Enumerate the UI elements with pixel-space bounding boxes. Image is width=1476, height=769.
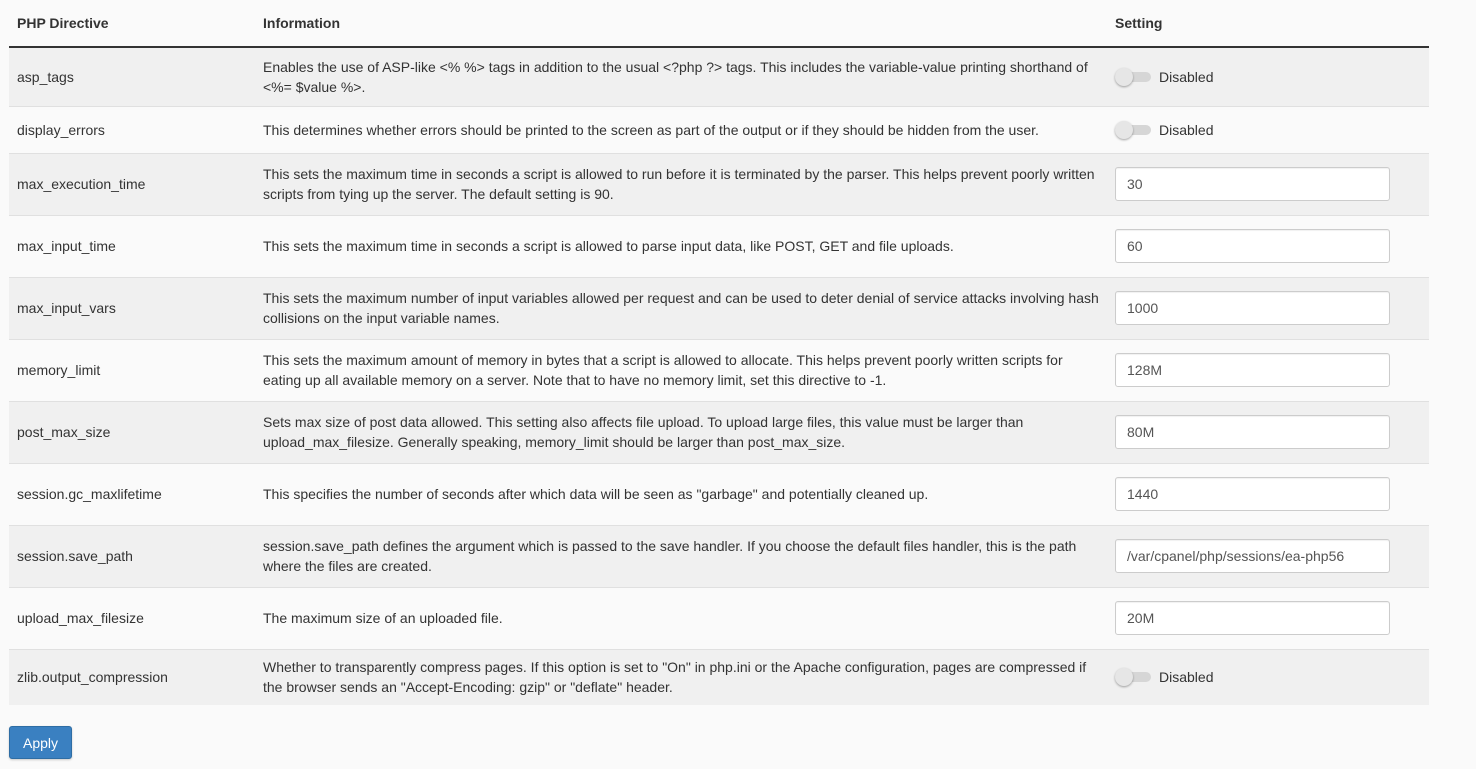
setting-cell — [1107, 463, 1429, 525]
directive-information: session.save_path defines the argument which is passed to the save handler. If you choose the default files handler, this is the path where the files are created. — [255, 525, 1107, 587]
table-row — [9, 339, 1429, 401]
setting-cell — [1107, 339, 1429, 401]
directive-name: session.gc_maxlifetime — [9, 463, 255, 525]
directive-information: Enables the use of ASP-like <% %> tags in addition to the usual <?php ?> tags. This includes the variable-value printing shorthand of <%= $value %>. — [255, 47, 1107, 106]
session-save-path-input[interactable] — [1115, 539, 1390, 573]
setting-cell — [1107, 47, 1429, 106]
max-input-time-input[interactable] — [1115, 229, 1390, 263]
session-gc-maxlifetime-input[interactable] — [1115, 477, 1390, 511]
upload-max-filesize-input[interactable] — [1115, 601, 1390, 635]
table-row — [9, 106, 1429, 153]
directive-information: This sets the maximum time in seconds a script is allowed to parse input data, like POST, GET and file uploads. — [255, 215, 1107, 277]
toggle-control[interactable] — [1115, 68, 1151, 86]
setting-cell — [1107, 215, 1429, 277]
directive-name: post_max_size — [9, 401, 255, 463]
setting-cell — [1107, 277, 1429, 339]
setting-cell — [1107, 587, 1429, 649]
directive-information: This sets the maximum number of input variables allowed per request and can be used to deter denial of service attacks involving hash collisions on the input variable names. — [255, 277, 1107, 339]
table-row — [9, 215, 1429, 277]
directive-information: Whether to transparently compress pages. If this option is set to "On" in php.ini or the Apache configuration, pages are compressed if the browser sends an "Accept-Encoding: gzip" or "deflate" header. — [255, 649, 1107, 705]
directive-information: This sets the maximum amount of memory in bytes that a script is allowed to allocate. This helps prevent poorly written scripts for eating up all available memory on a server. Note that to have no memory limit, set this directive to -1. — [255, 339, 1107, 401]
directive-name: asp_tags — [9, 47, 255, 106]
directive-name: zlib.output_compression — [9, 649, 255, 705]
table-row — [9, 587, 1429, 649]
directive-name: max_execution_time — [9, 153, 255, 215]
table-row — [9, 47, 1429, 106]
directive-information: Sets max size of post data allowed. This setting also affects file upload. To upload large files, this value must be larger than upload_max_filesize. Generally speaking, memory_limit should be larger than post_max_size. — [255, 401, 1107, 463]
toggle-control[interactable] — [1115, 121, 1151, 139]
apply-button[interactable]: Apply — [9, 726, 72, 759]
toggle-label: Disabled — [1159, 121, 1214, 138]
max-input-vars-input[interactable] — [1115, 291, 1390, 325]
toggle-control[interactable] — [1115, 668, 1151, 686]
directive-information: This specifies the number of seconds after which data will be seen as "garbage" and potentially cleaned up. — [255, 463, 1107, 525]
setting-cell — [1107, 525, 1429, 587]
directive-name: session.save_path — [9, 525, 255, 587]
table-row — [9, 463, 1429, 525]
toggle-switch-zlib-output-compression[interactable] — [1115, 667, 1421, 687]
table-row — [9, 649, 1429, 705]
setting-cell — [1107, 649, 1429, 705]
directive-name: max_input_time — [9, 215, 255, 277]
directive-name: memory_limit — [9, 339, 255, 401]
directive-name: max_input_vars — [9, 277, 255, 339]
table-header — [9, 0, 1429, 47]
column-header-directive: PHP Directive — [9, 0, 255, 47]
php-directives-panel — [9, 0, 1429, 705]
table-row — [9, 401, 1429, 463]
memory-limit-input[interactable] — [1115, 353, 1390, 387]
setting-cell — [1107, 401, 1429, 463]
directive-information: This determines whether errors should be printed to the screen as part of the output or if they should be hidden from the user. — [255, 106, 1107, 153]
directive-information: This sets the maximum time in seconds a script is allowed to run before it is terminated by the parser. This helps prevent poorly written scripts from tying up the server. The default setting is 90. — [255, 153, 1107, 215]
directive-name: display_errors — [9, 106, 255, 153]
table-row — [9, 525, 1429, 587]
table-body — [9, 47, 1429, 705]
toggle-label: Disabled — [1159, 68, 1214, 85]
setting-cell — [1107, 106, 1429, 153]
toggle-switch-display-errors[interactable] — [1115, 120, 1421, 140]
toggle-switch-asp-tags[interactable] — [1115, 67, 1421, 87]
setting-cell — [1107, 153, 1429, 215]
post-max-size-input[interactable] — [1115, 415, 1390, 449]
max-execution-time-input[interactable] — [1115, 167, 1390, 201]
table-row — [9, 277, 1429, 339]
toggle-label: Disabled — [1159, 669, 1214, 686]
column-header-information: Information — [255, 0, 1107, 47]
directive-information: The maximum size of an uploaded file. — [255, 587, 1107, 649]
php-directives-table — [9, 0, 1429, 705]
column-header-setting: Setting — [1107, 0, 1429, 47]
directive-name: upload_max_filesize — [9, 587, 255, 649]
table-row — [9, 153, 1429, 215]
